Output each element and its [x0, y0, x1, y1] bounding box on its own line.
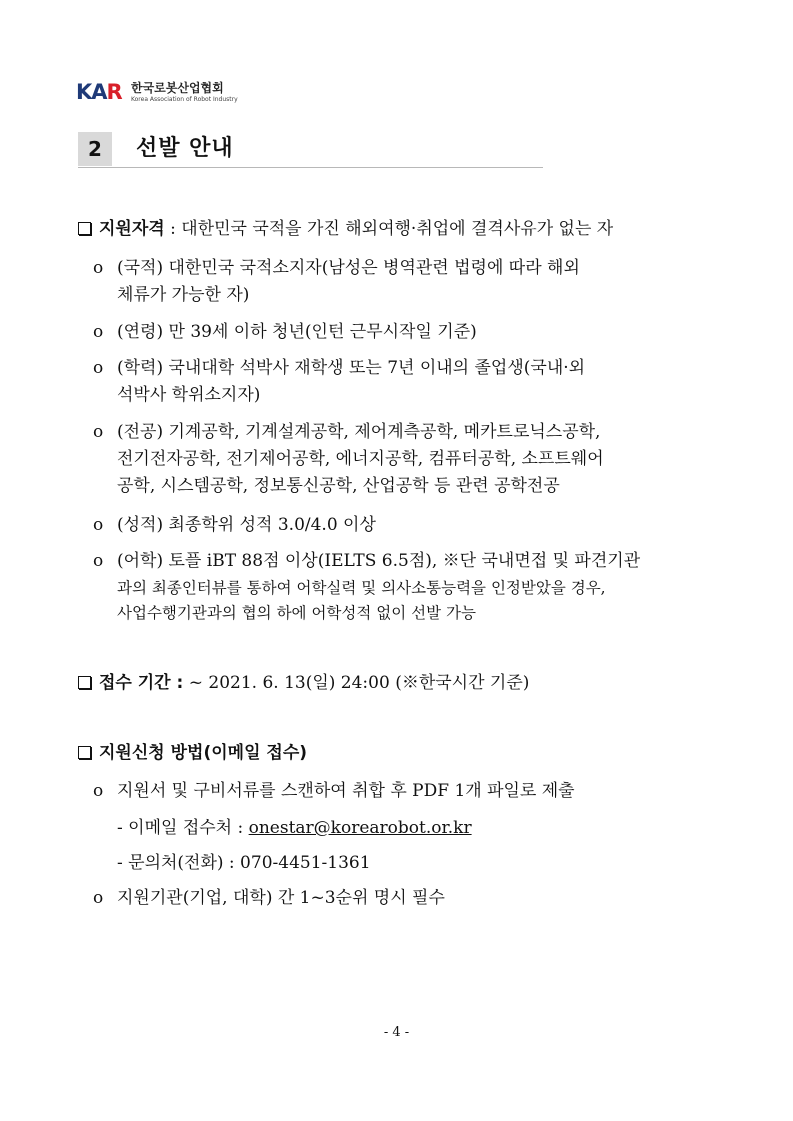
checkbox-square-icon: [78, 746, 91, 759]
period-value: ~ 2021. 6. 13(일) 24:00 (※한국시간 기준): [183, 673, 530, 693]
bullet-marker: o: [93, 888, 104, 908]
bullet-marker: o: [93, 515, 104, 535]
email-link[interactable]: onestar@korearobot.or.kr: [248, 818, 472, 838]
section-divider: [78, 167, 543, 168]
bullet-marker: o: [93, 781, 104, 801]
qualification-label: 지원자격: [99, 219, 165, 239]
list-item-line: (전공) 기계공학, 기계설계공학, 제어계측공학, 메카트로닉스공학,: [117, 422, 601, 442]
application-item: 지원기관(기업, 대학) 간 1~3순위 명시 필수: [117, 888, 445, 908]
organization-name: 한국로봇산업협회: [131, 81, 224, 95]
bullet-marker: o: [93, 258, 104, 278]
application-heading: [78, 741, 307, 765]
page-number: - 4 -: [383, 1025, 410, 1040]
list-item-line: (어학) 토플 iBT 88점 이상(IELTS 6.5점), ※단 국내면접 및 파견기관: [117, 551, 641, 571]
bullet-marker: o: [93, 358, 104, 378]
list-item-line: (연령) 만 39세 이하 청년(인턴 근무시작일 기준): [117, 322, 477, 342]
qualification-heading: [78, 217, 613, 241]
period-heading: [78, 671, 529, 695]
organization-subtitle: Korea Association of Robot Industry: [131, 96, 238, 103]
application-item: 지원서 및 구비서류를 스캔하여 취합 후 PDF 1개 파일로 제출: [117, 781, 575, 801]
list-item-line: 공학, 시스템공학, 정보통신공학, 산업공학 등 관련 공학전공: [117, 476, 560, 496]
list-item-line: 석박사 학위소지자): [117, 385, 261, 405]
organization-logo: [76, 80, 238, 108]
application-label: 지원신청 방법(이메일 접수): [99, 743, 308, 763]
bullet-marker: o: [93, 322, 104, 342]
list-item-line: 사업수행기관과의 협의 하에 어학성적 없이 선발 가능: [117, 604, 476, 622]
list-item-line: 체류가 가능한 자): [117, 285, 250, 305]
section-title: 선발 안내: [136, 136, 234, 161]
bullet-marker: o: [93, 422, 104, 442]
section-number: 2: [78, 132, 112, 166]
logo-mark: KAR: [76, 80, 122, 104]
list-item-line: 과의 최종인터뷰를 통하여 어학실력 및 의사소통능력을 인정받았을 경우,: [117, 579, 606, 597]
list-item-line: (성적) 최종학위 성적 3.0/4.0 이상: [117, 515, 376, 535]
checkbox-square-icon: [78, 676, 91, 689]
bullet-marker: o: [93, 551, 104, 571]
list-item-line: (국적) 대한민국 국적소지자(남성은 병역관련 법령에 따라 해외: [117, 258, 580, 278]
email-line: [117, 816, 472, 840]
qualification-summary: : 대한민국 국적을 가진 해외여행·취업에 결격사유가 없는 자: [164, 219, 614, 239]
list-item-line: (학력) 국내대학 석박사 재학생 또는 7년 이내의 졸업생(국내·외: [117, 358, 586, 378]
email-prefix: - 이메일 접수처 :: [117, 818, 249, 838]
phone-line: - 문의처(전화) : 070-4451-1361: [117, 853, 371, 873]
checkbox-square-icon: [78, 222, 91, 235]
period-label: 접수 기간 :: [99, 673, 184, 693]
list-item-line: 전기전자공학, 전기제어공학, 에너지공학, 컴퓨터공학, 소프트웨어: [117, 449, 604, 469]
